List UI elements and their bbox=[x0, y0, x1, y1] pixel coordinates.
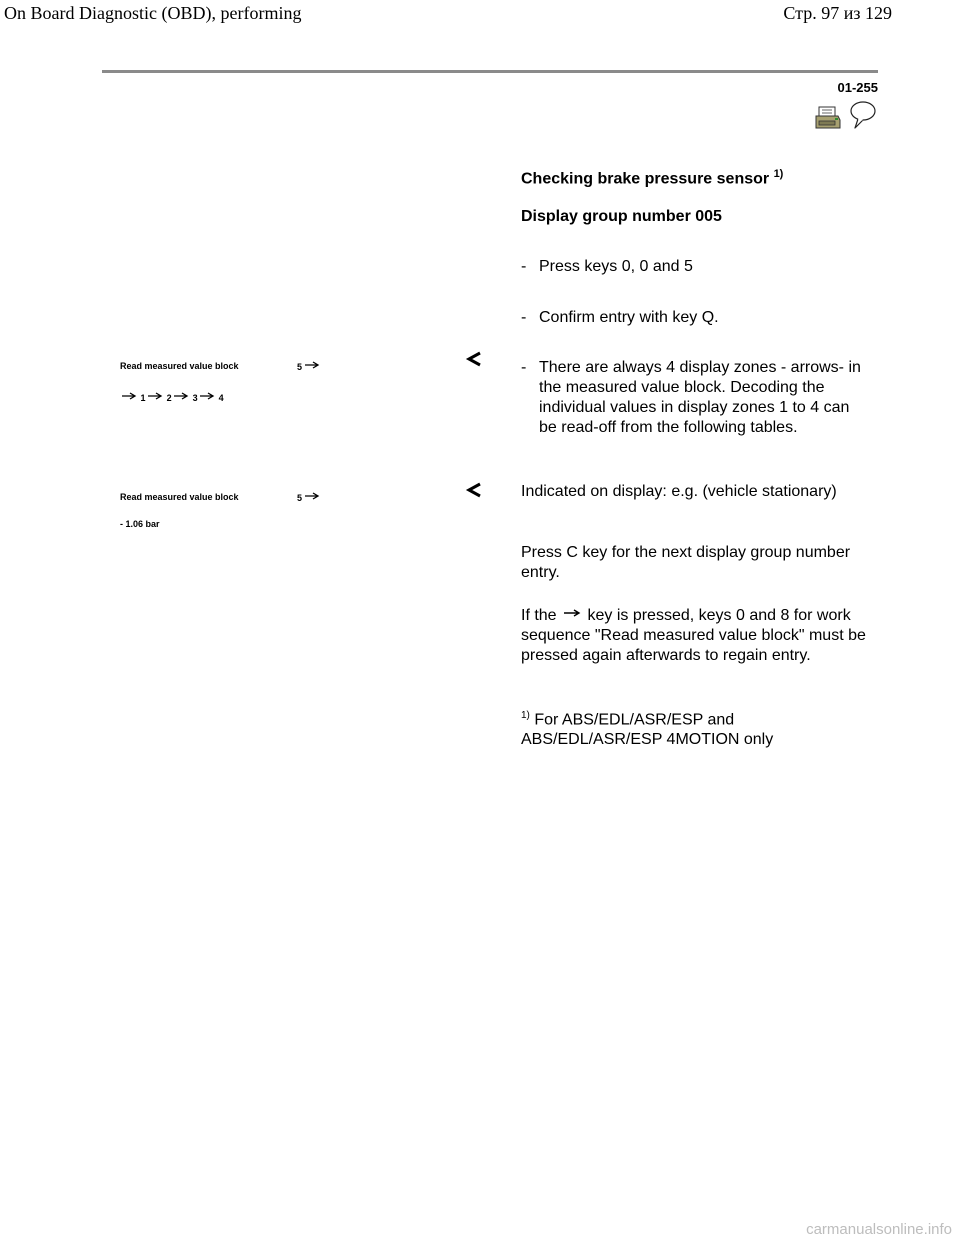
reference-arrow-icon[interactable] bbox=[464, 351, 484, 367]
speech-bubble-icon[interactable] bbox=[848, 100, 878, 130]
reference-arrow-icon[interactable] bbox=[464, 482, 484, 498]
page-code: 01-255 bbox=[837, 80, 878, 95]
zone-1: 1 bbox=[140, 393, 146, 403]
footnote-reference: 1) bbox=[773, 168, 784, 180]
zone-2: 2 bbox=[166, 393, 172, 403]
indicated-on-display: Indicated on display: e.g. (vehicle stationary) bbox=[521, 483, 837, 500]
step-display-zones: - There are always 4 display zones - arrows- in the measured value block. Decoding the individual values in display zones 1 to 4 can be read-off from the following tables. bbox=[521, 359, 861, 436]
display-zones-row bbox=[122, 392, 224, 403]
display-group-number: 5 bbox=[297, 361, 321, 372]
press-c-instruction: Press C key for the next display group number entry. bbox=[521, 544, 851, 581]
top-divider bbox=[102, 70, 878, 73]
arrow-right-icon bbox=[148, 392, 164, 400]
step-press-keys: - Press keys 0, 0 and 5 bbox=[521, 258, 693, 275]
arrow-key-note: If the key is pressed, keys 0 and 8 for work sequence "Read measured value block" must be pressed again afterwards to regain entry. bbox=[521, 607, 866, 664]
display-label: Read measured value block bbox=[120, 492, 239, 502]
watermark-logo: carmanualsonline.info bbox=[806, 1221, 952, 1238]
zone-3: 3 bbox=[192, 393, 198, 403]
printer-icon[interactable] bbox=[814, 106, 842, 130]
display-value: - 1.06 bar bbox=[120, 519, 160, 529]
page-counter: Стр. 97 из 129 bbox=[783, 3, 892, 23]
display-group-heading: Display group number 005 bbox=[521, 208, 722, 225]
step-confirm-entry: - Confirm entry with key Q. bbox=[521, 309, 719, 326]
footnote: $^{1)}$ For ABS/EDL/ASR/ESP and ABS/EDL/ASR/ESP 4MOTION only bbox=[521, 710, 774, 749]
arrow-right-icon bbox=[122, 392, 138, 400]
section-title: Checking brake pressure sensor $^{1)}$ bbox=[521, 168, 784, 188]
footnote-mark: 1) bbox=[521, 710, 530, 721]
arrow-right-icon bbox=[305, 492, 321, 500]
zone-4: 4 bbox=[218, 393, 224, 403]
arrow-right-icon bbox=[200, 392, 216, 400]
arrow-right-icon bbox=[174, 392, 190, 400]
document-title: On Board Diagnostic (OBD), performing bbox=[4, 3, 302, 23]
display-label: Read measured value block bbox=[120, 361, 239, 371]
display-group-number: 5 bbox=[297, 492, 321, 503]
arrow-right-icon bbox=[305, 361, 321, 369]
arrow-right-icon bbox=[561, 608, 583, 618]
